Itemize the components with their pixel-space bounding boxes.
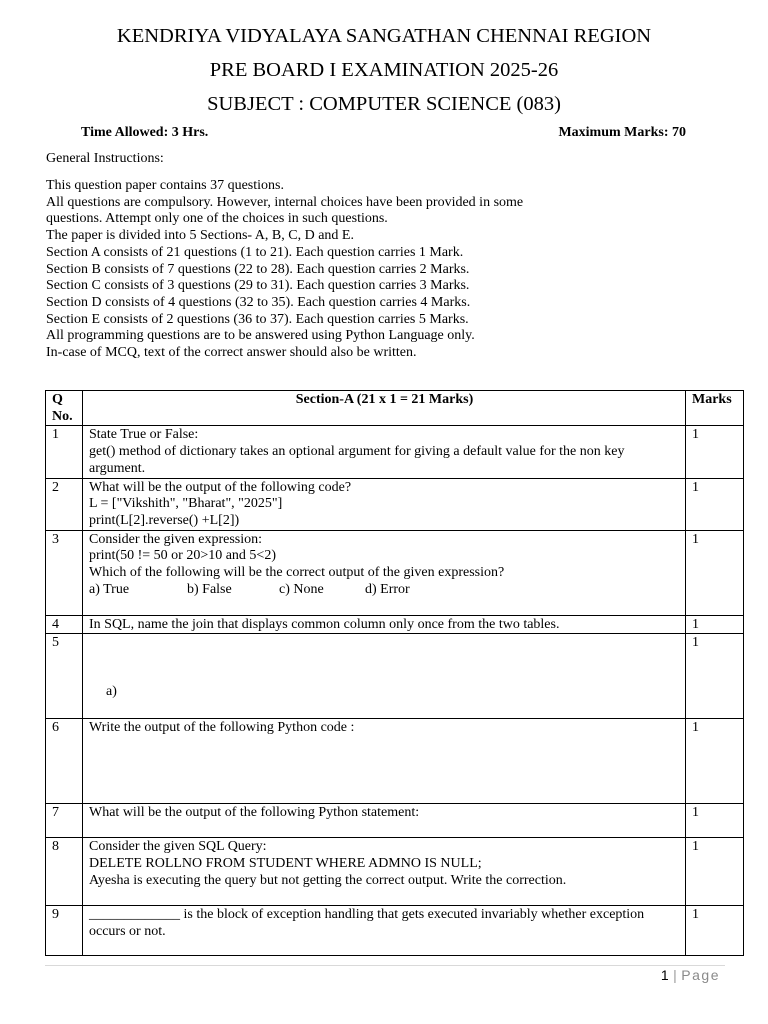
section-header: Section-A (21 x 1 = 21 Marks) bbox=[83, 391, 686, 426]
question-number: 9 bbox=[46, 906, 83, 956]
option-a: a) True bbox=[89, 581, 130, 597]
footer-separator: | bbox=[673, 967, 679, 983]
instruction-line: Section A consists of 21 questions (1 to 21). Each question carries 1 Mark. bbox=[46, 244, 464, 260]
exam-title-heading: PRE BOARD I EXAMINATION 2025-26 bbox=[209, 59, 559, 81]
question-text bbox=[83, 906, 686, 956]
instruction-line: Section E consists of 2 questions (36 to 37). Each question carries 5 Marks. bbox=[46, 311, 469, 327]
option-a: a) bbox=[106, 684, 117, 700]
question-text bbox=[83, 478, 686, 530]
instruction-line: Section C consists of 3 questions (29 to 31). Each question carries 3 Marks. bbox=[46, 278, 470, 294]
table-row bbox=[46, 615, 744, 634]
instruction-line: In-case of MCQ, text of the correct answer should also be written. bbox=[46, 345, 417, 361]
marks-header: Marks bbox=[686, 391, 744, 426]
question-marks: 1 bbox=[686, 804, 744, 838]
option-d: d) Error bbox=[365, 581, 410, 597]
time-allowed: Time Allowed: 3 Hrs. bbox=[81, 125, 209, 140]
question-line: What will be the output of the following code? bbox=[89, 479, 352, 495]
instruction-line: The paper is divided into 5 Sections- A, B, C, D and E. bbox=[46, 228, 354, 244]
question-marks: 1 bbox=[686, 478, 744, 530]
instruction-line: All programming questions are to be answered using Python Language only. bbox=[46, 328, 475, 344]
table-row bbox=[46, 906, 744, 956]
question-text bbox=[83, 530, 686, 615]
code-line: print(50 != 50 or 20>10 and 5<2) bbox=[89, 548, 276, 564]
question-line: Which of the following will be the correct output of the given expression? bbox=[89, 565, 505, 581]
question-number: 6 bbox=[46, 719, 83, 804]
question-line: get() method of dictionary takes an optional argument for giving a default value for the non key argument. bbox=[89, 444, 625, 476]
question-text: In SQL, name the join that displays common column only once from the two tables. bbox=[83, 615, 686, 634]
question-marks: 1 bbox=[686, 719, 744, 804]
question-line: State True or False: bbox=[89, 427, 199, 443]
instructions-title: General Instructions: bbox=[46, 151, 164, 166]
table-row bbox=[46, 478, 744, 530]
question-marks: 1 bbox=[686, 530, 744, 615]
question-number: 8 bbox=[46, 838, 83, 906]
question-text: What will be the output of the following Python statement: bbox=[83, 804, 686, 838]
question-number: 4 bbox=[46, 615, 83, 634]
question-marks: 1 bbox=[686, 634, 744, 719]
footer-divider bbox=[45, 965, 725, 966]
maximum-marks: Maximum Marks: 70 bbox=[558, 125, 686, 140]
subject-heading: SUBJECT : COMPUTER SCIENCE (083) bbox=[207, 93, 561, 115]
table-header-row bbox=[46, 391, 744, 426]
table-row bbox=[46, 634, 744, 719]
question-number: 7 bbox=[46, 804, 83, 838]
question-number: 2 bbox=[46, 478, 83, 530]
table-row bbox=[46, 719, 744, 804]
question-number: 5 bbox=[46, 634, 83, 719]
question-marks: 1 bbox=[686, 426, 744, 478]
question-marks: 1 bbox=[686, 838, 744, 906]
option-c: c) None bbox=[279, 581, 324, 597]
fill-blank: _____________ bbox=[89, 907, 180, 923]
table-row bbox=[46, 426, 744, 478]
instruction-line: This question paper contains 37 questions. bbox=[46, 178, 284, 193]
question-marks: 1 bbox=[686, 906, 744, 956]
question-text bbox=[83, 838, 686, 906]
question-line: Consider the given SQL Query: bbox=[89, 839, 267, 855]
code-line: print(L[2].reverse() +L[2]) bbox=[89, 512, 240, 528]
question-table bbox=[45, 390, 744, 956]
question-number: 1 bbox=[46, 426, 83, 478]
mcq-options bbox=[89, 582, 680, 599]
question-text bbox=[83, 634, 686, 719]
school-name-heading: KENDRIYA VIDYALAYA SANGATHAN CHENNAI REGION bbox=[116, 25, 652, 47]
question-line: Consider the given expression: bbox=[89, 531, 263, 547]
code-line: DELETE ROLLNO FROM STUDENT WHERE ADMNO IS NULL; bbox=[89, 856, 482, 872]
page-number: 1 bbox=[660, 967, 671, 983]
question-line: Ayesha is executing the query but not getting the correct output. Write the correction. bbox=[89, 872, 567, 888]
question-text bbox=[83, 426, 686, 478]
page-footer bbox=[661, 967, 720, 983]
question-line: is the block of exception handling that gets executed invariably whether exception occurs or not. bbox=[89, 907, 645, 940]
table-row bbox=[46, 530, 744, 615]
question-number: 3 bbox=[46, 530, 83, 615]
q-no-header: Q No. bbox=[46, 391, 83, 426]
instruction-line: Section B consists of 7 questions (22 to 28). Each question carries 2 Marks. bbox=[46, 261, 470, 277]
code-line: L = ["Vikshith", "Bharat", "2025"] bbox=[89, 496, 283, 512]
table-row bbox=[46, 838, 744, 906]
instruction-line: questions. Attempt only one of the choices in such questions. bbox=[46, 211, 388, 227]
question-text: Write the output of the following Python code : bbox=[83, 719, 686, 804]
table-row bbox=[46, 804, 744, 838]
instruction-line: Section D consists of 4 questions (32 to 35). Each question carries 4 Marks. bbox=[46, 294, 471, 310]
instructions-list bbox=[46, 178, 606, 362]
page-label: Page bbox=[681, 967, 720, 983]
option-b: b) False bbox=[187, 581, 232, 597]
instruction-line: All questions are compulsory. However, internal choices have been provided in some bbox=[46, 194, 524, 210]
question-marks: 1 bbox=[686, 615, 744, 634]
